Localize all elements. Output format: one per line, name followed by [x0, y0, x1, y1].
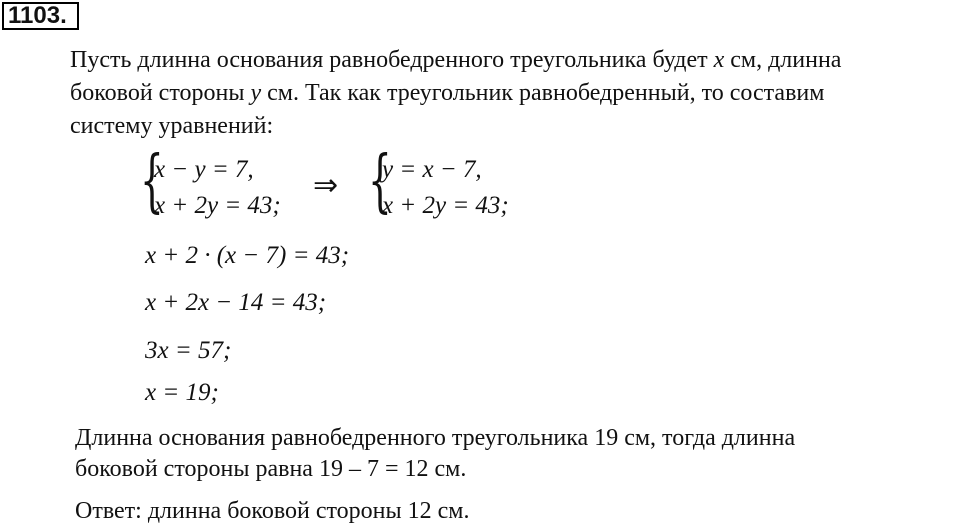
- intro-line-1-text-b: см, длинна: [724, 47, 842, 73]
- intro-line-2-text-b: см. Так как треугольник равнобедренный, то составим: [261, 80, 825, 106]
- intro-line-3: системy уравнений:: [70, 113, 274, 139]
- intro-line-2-text-a: боковой стороны: [70, 80, 251, 106]
- system-1-eq-1: x − y = 7,: [154, 156, 254, 183]
- variable-y: y: [250, 80, 262, 106]
- step-3: 3x = 57;: [145, 337, 232, 364]
- system-1-eq-2: x + 2y = 43;: [154, 192, 281, 219]
- system-2-brace: {: [368, 142, 392, 221]
- variable-x: x: [713, 47, 725, 73]
- problem-number: 1103.: [2, 2, 79, 30]
- implies-arrow-icon: ⇒: [313, 168, 339, 203]
- system-1-brace: {: [140, 142, 164, 221]
- intro-line-1: [70, 44, 841, 76]
- system-2-eq-1: y = x − 7,: [382, 156, 482, 183]
- step-1: x + 2 · (x − 7) = 43;: [145, 242, 350, 269]
- step-2: x + 2x − 14 = 43;: [145, 289, 327, 316]
- conclusion-line-1: Длинна основания равнобедренного треугольника 19 см, тогда длинна: [75, 425, 796, 451]
- answer-line: Ответ: длинна боковой стороны 12 см.: [75, 498, 470, 524]
- conclusion-line-2: боковой стороны равна 19 – 7 = 12 см.: [75, 456, 467, 482]
- step-4: x = 19;: [145, 379, 219, 406]
- system-2-eq-2: x + 2y = 43;: [382, 192, 509, 219]
- intro-line-2: [70, 77, 824, 109]
- intro-line-1-text-a: Пусть длинна основания равнобедренного треугольника будет: [70, 47, 714, 73]
